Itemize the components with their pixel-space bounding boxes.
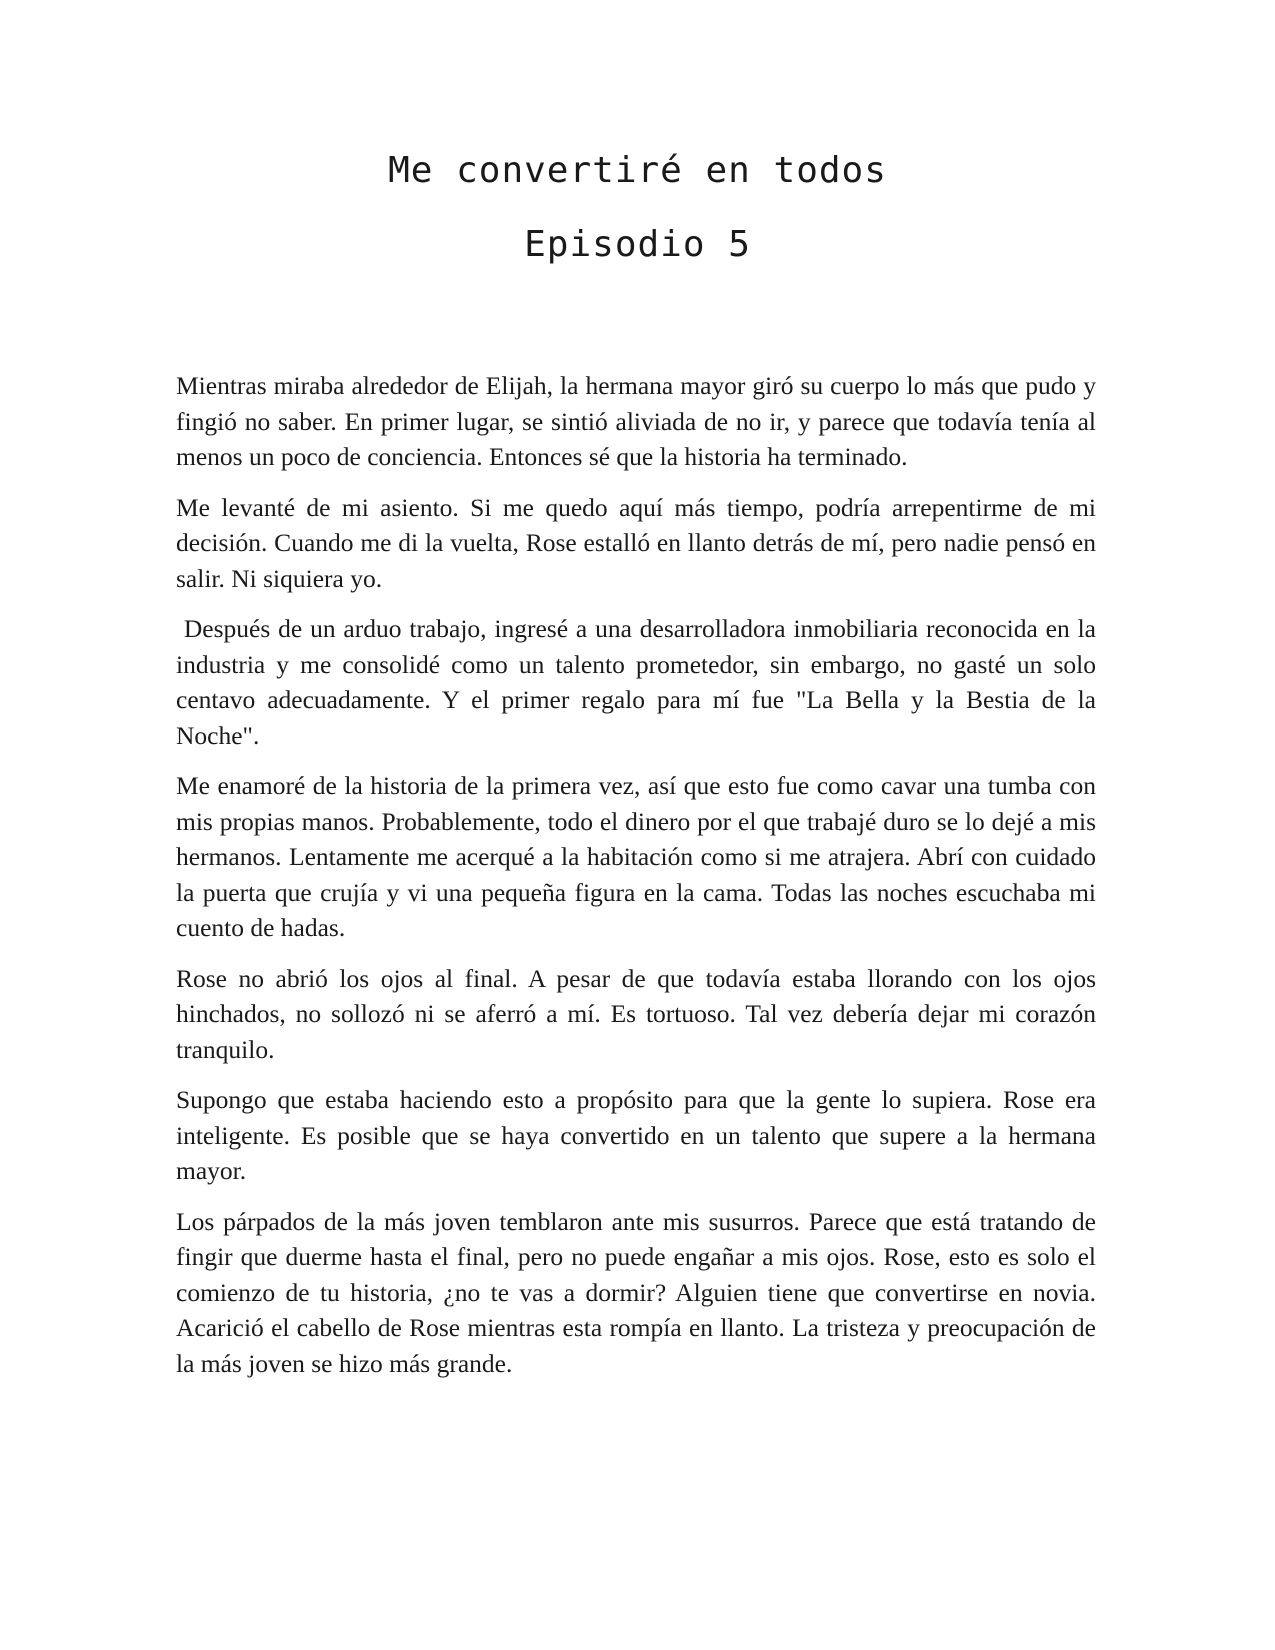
paragraph: Rose no abrió los ojos al final. A pesar de que todavía estaba llorando con los ojos hinchados, no sollozó ni se aferró a mí. Es tortuoso. Tal vez debería dejar mi corazón tranquilo.	[176, 963, 1096, 1064]
document-title: Me convertiré en todos	[388, 150, 887, 191]
paragraph: Supongo que estaba haciendo esto a propósito para que la gente lo supiera. Rose era inteligente. Es posible que se haya convertido en un talento que supere a la hermana mayor.	[176, 1085, 1096, 1185]
paragraph: Mientras miraba alrededor de Elijah, la hermana mayor giró su cuerpo lo más que pudo y fingió no saber. En primer lugar, se sintió aliviada de no ir, y parece que todavía tenía al menos un poco de conciencia. Entonces sé que la historia ha terminado.	[176, 371, 1096, 471]
paragraph: Me enamoré de la historia de la primera vez, así que esto fue como cavar una tumba con mis propias manos. Probablemente, todo el dinero por el que trabajé duro se lo dejé a mis hermanos. Lentamente me acerqué a la habitación como si me atrajera. Abrí con cuidado la puerta que crujía y vi una pequeña figura en la cama. Todas las noches escuchaba mi cuento de hadas.	[176, 771, 1096, 942]
episode-subtitle: Episodio 5	[524, 224, 751, 265]
document-body	[176, 368, 1103, 1396]
paragraph: Después de un arduo trabajo, ingresé a una desarrolladora inmobiliaria reconocida en la industria y me consolidé como un talento prometedor, sin embargo, no gasté un solo centavo adecuadamente. Y el primer regalo para mí fue "La Bella y la Bestia de la Noche".	[176, 614, 1103, 750]
paragraph: Los párpados de la más joven temblaron ante mis susurros. Parece que está tratando de fingir que duerme hasta el final, pero no puede engañar a mis ojos. Rose, esto es solo el comienzo de tu historia, ¿no te vas a dormir? Alguien tiene que convertirse en novia. Acarició el cabello de Rose mientras esta rompía en llanto. La tristeza y preocupación de la más joven se hizo más grande.	[176, 1206, 1096, 1378]
paragraph: Me levanté de mi asiento. Si me quedo aquí más tiempo, podría arrepentirme de mi decisión. Cuando me di la vuelta, Rose estalló en llanto detrás de mí, pero nadie pensó en salir. Ni siquiera yo.	[176, 492, 1096, 593]
